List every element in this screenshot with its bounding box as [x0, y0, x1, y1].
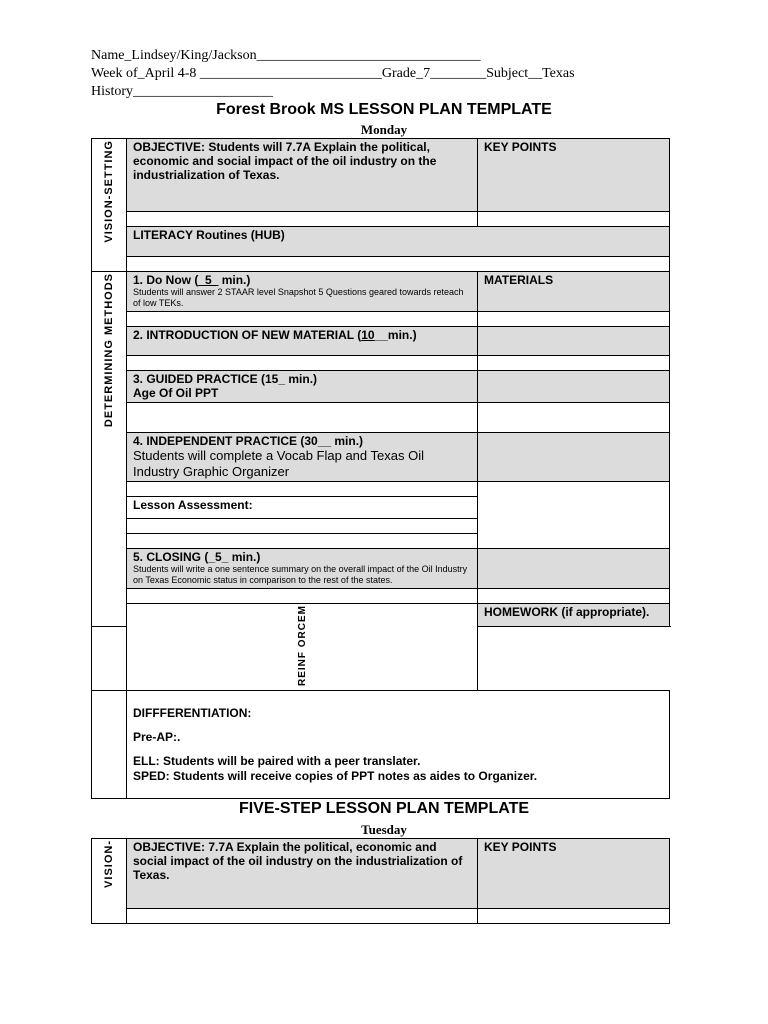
monday-day-label: Monday — [360, 122, 408, 137]
vision-label-cell — [92, 839, 127, 924]
materials-cell: MATERIALS — [478, 272, 670, 312]
objective-cell: OBJECTIVE: Students will 7.7A Explain the political, economic and social impact of the oil industry on the industrialization of Texas. — [127, 139, 478, 212]
guided-practice-detail: Age Of Oil PPT — [133, 386, 219, 400]
independent-practice-heading: 4. INDEPENDENT PRACTICE (30__ min.) — [133, 434, 364, 448]
do-now-heading — [133, 273, 250, 287]
closing-heading: 5. CLOSING (_5_ min.) — [133, 550, 261, 564]
blank-cell — [478, 909, 670, 924]
blank-cell — [478, 212, 670, 227]
blank-cell — [127, 356, 478, 371]
intro-heading-end: __min.) — [374, 328, 417, 342]
blank-cell — [127, 212, 478, 227]
tuesday-lesson-table — [91, 838, 670, 924]
blank-cell — [478, 371, 670, 403]
lesson-assessment-cell: Lesson Assessment: — [127, 497, 478, 519]
blank-cell — [127, 589, 478, 604]
blank-cell — [127, 482, 478, 497]
do-now-minutes: _5_ — [198, 273, 219, 287]
blank-cell — [92, 691, 127, 799]
blank-cell — [478, 549, 670, 589]
subject-continuation-line: History____________________ — [91, 84, 273, 99]
determining-methods-label-cell — [92, 272, 127, 627]
guided-practice-cell — [127, 371, 478, 403]
key-points-cell: KEY POINTS — [478, 139, 670, 212]
intro-minutes: 10 — [361, 328, 375, 342]
sped-line: SPED: Students will receive copies of PPT notes as aides to Organizer. — [133, 768, 538, 783]
blank-cell — [127, 534, 478, 549]
blank-cell — [478, 312, 670, 327]
tuesday-day-label: Tuesday — [361, 822, 407, 837]
determining-methods-label: DETERMINING METHODS — [103, 273, 115, 428]
guided-practice-heading: 3. GUIDED PRACTICE (15_ min.) — [133, 372, 318, 386]
blank-cell — [478, 589, 670, 604]
intro-heading-start: 2. INTRODUCTION OF NEW MATERIAL ( — [133, 328, 362, 342]
differentiation-heading: DIFFFERENTIATION: — [133, 705, 252, 720]
closing-cell — [127, 549, 478, 589]
blank-cell — [478, 482, 670, 549]
tuesday-objective-cell: OBJECTIVE: 7.7A Explain the political, economic and social impact of the oil industry on the industrialization of Texas. — [127, 839, 478, 909]
vision-setting-label: VISION-SETTING — [103, 140, 115, 243]
blank-cell — [127, 909, 478, 924]
blank-cell — [92, 627, 478, 691]
pre-ap-line: Pre-AP:. — [133, 729, 181, 744]
blank-cell — [478, 433, 670, 482]
homework-cell: HOMEWORK (if appropriate). — [478, 604, 670, 627]
week-grade-subject-line: Week of_April 4-8 __________________________Grade_7________Subject__Texas — [91, 66, 575, 81]
monday-lesson-table — [91, 138, 670, 799]
do-now-cell — [127, 272, 478, 312]
do-now-heading-end: min.) — [218, 273, 251, 287]
name-line: Name_Lindsey/King/Jackson________________________________ — [91, 48, 481, 63]
literacy-routines-cell: LITERACY Routines (HUB) — [127, 227, 670, 257]
blank-cell — [478, 327, 670, 356]
blank-cell — [127, 403, 478, 433]
do-now-heading-start: 1. Do Now ( — [133, 273, 199, 287]
introduction-cell — [127, 327, 478, 356]
blank-cell — [478, 403, 670, 433]
vision-setting-label-cell — [92, 139, 127, 272]
blank-cell — [478, 356, 670, 371]
closing-detail: Students will write a one sentence summary on the overall impact of the Oil Industry on Texas Economic status in comparison to the rest of the states. — [133, 564, 468, 585]
do-now-detail: Students will answer 2 STAAR level Snapshot 5 Questions geared towards reteach of low TEKs. — [133, 287, 464, 308]
independent-practice-detail: Students will complete a Vocab Flap and Texas Oil Industry Graphic Organizer — [133, 448, 424, 479]
ell-line: ELL: Students will be paired with a peer translater. — [133, 753, 421, 768]
monday-plan-title: Forest Brook MS LESSON PLAN TEMPLATE — [216, 101, 552, 118]
tuesday-plan-title: FIVE-STEP LESSON PLAN TEMPLATE — [238, 800, 530, 817]
differentiation-cell — [127, 691, 670, 799]
blank-cell — [127, 519, 478, 534]
reinforcement-label: REINF ORCEM — [296, 605, 308, 686]
independent-practice-cell — [127, 433, 478, 482]
blank-cell — [127, 257, 670, 272]
vision-label: VISION- — [103, 840, 115, 888]
blank-cell — [127, 312, 478, 327]
tuesday-key-points-cell: KEY POINTS — [478, 839, 670, 909]
